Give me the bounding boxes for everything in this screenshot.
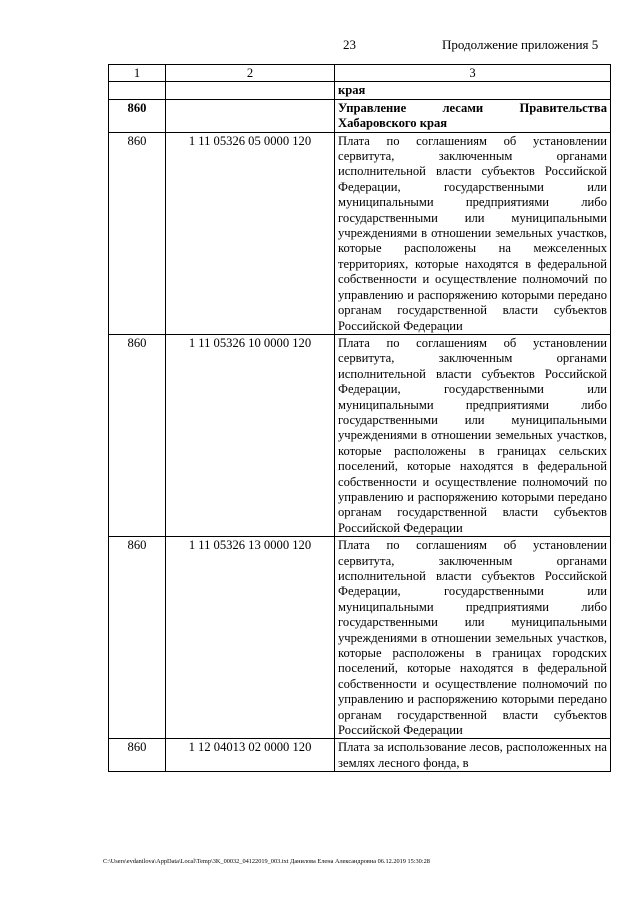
table-header-row [109,65,611,82]
admin-code-cell: 860 [109,739,166,772]
revenue-name-cell: Плата за использование лесов, расположенных на землях лесного фонда, в [335,739,611,772]
revenue-name-cell: края [335,82,611,99]
column-header-2: 2 [166,65,335,82]
table-row [109,82,611,99]
column-header-3: 3 [335,65,611,82]
file-path-footer: C:\Users\evdanilova\AppData\Local\Temp\3K_00032_04122019_003.txt Данилова Елена Александровна 06.12.2019 15:30:28 [103,858,430,865]
admin-code-cell: 860 [109,537,166,739]
table-row [109,99,611,132]
admin-code-cell [109,82,166,99]
admin-code-cell: 860 [109,132,166,334]
revenue-code-cell [166,99,335,132]
revenue-code-cell [166,82,335,99]
admin-code-cell: 860 [109,334,166,536]
revenue-code-cell: 1 12 04013 02 0000 120 [166,739,335,772]
revenue-code-cell: 1 11 05326 13 0000 120 [166,537,335,739]
table-row [109,334,611,536]
revenue-codes-table [108,64,611,772]
revenue-code-cell: 1 11 05326 10 0000 120 [166,334,335,536]
column-header-1: 1 [109,65,166,82]
revenue-name-cell: Управление лесами Правительства Хабаровского края [335,99,611,132]
revenue-code-cell: 1 11 05326 05 0000 120 [166,132,335,334]
table-row [109,132,611,334]
admin-code-cell: 860 [109,99,166,132]
table-row [109,739,611,772]
continuation-header: Продолжение приложения 5 [442,37,599,52]
page-number: 23 [343,37,356,52]
revenue-name-cell: Плата по соглашениям об установлении сервитута, заключенным органами исполнительной власти субъектов Российской Федерации, государственными или муниципальными предприятиями либо государственными или муниципальными учреждениями в отношении земельных участков, которые расположены в границах городских поселений, которые находятся в федеральной собственности и осуществление полномочий по управлению и распоряжению которыми передано органам государственной власти субъектов Российской Федерации [335,537,611,739]
revenue-name-cell: Плата по соглашениям об установлении сервитута, заключенным органами исполнительной власти субъектов Российской Федерации, государственными или муниципальными предприятиями либо государственными или муниципальными учреждениями в отношении земельных участков, которые расположены в границах сельских поселений, которые находятся в федеральной собственности и осуществление полномочий по управлению и распоряжению которыми передано органам государственной власти субъектов Российской Федерации [335,334,611,536]
revenue-name-cell: Плата по соглашениям об установлении сервитута, заключенным органами исполнительной власти субъектов Российской Федерации, государственными или муниципальными предприятиями либо государственными или муниципальными учреждениями в отношении земельных участков, которые расположены на межселенных территориях, которые находятся в федеральной собственности и осуществление полномочий по управлению и распоряжению которыми передано органам государственной власти субъектов Российской Федерации [335,132,611,334]
table-row [109,537,611,739]
